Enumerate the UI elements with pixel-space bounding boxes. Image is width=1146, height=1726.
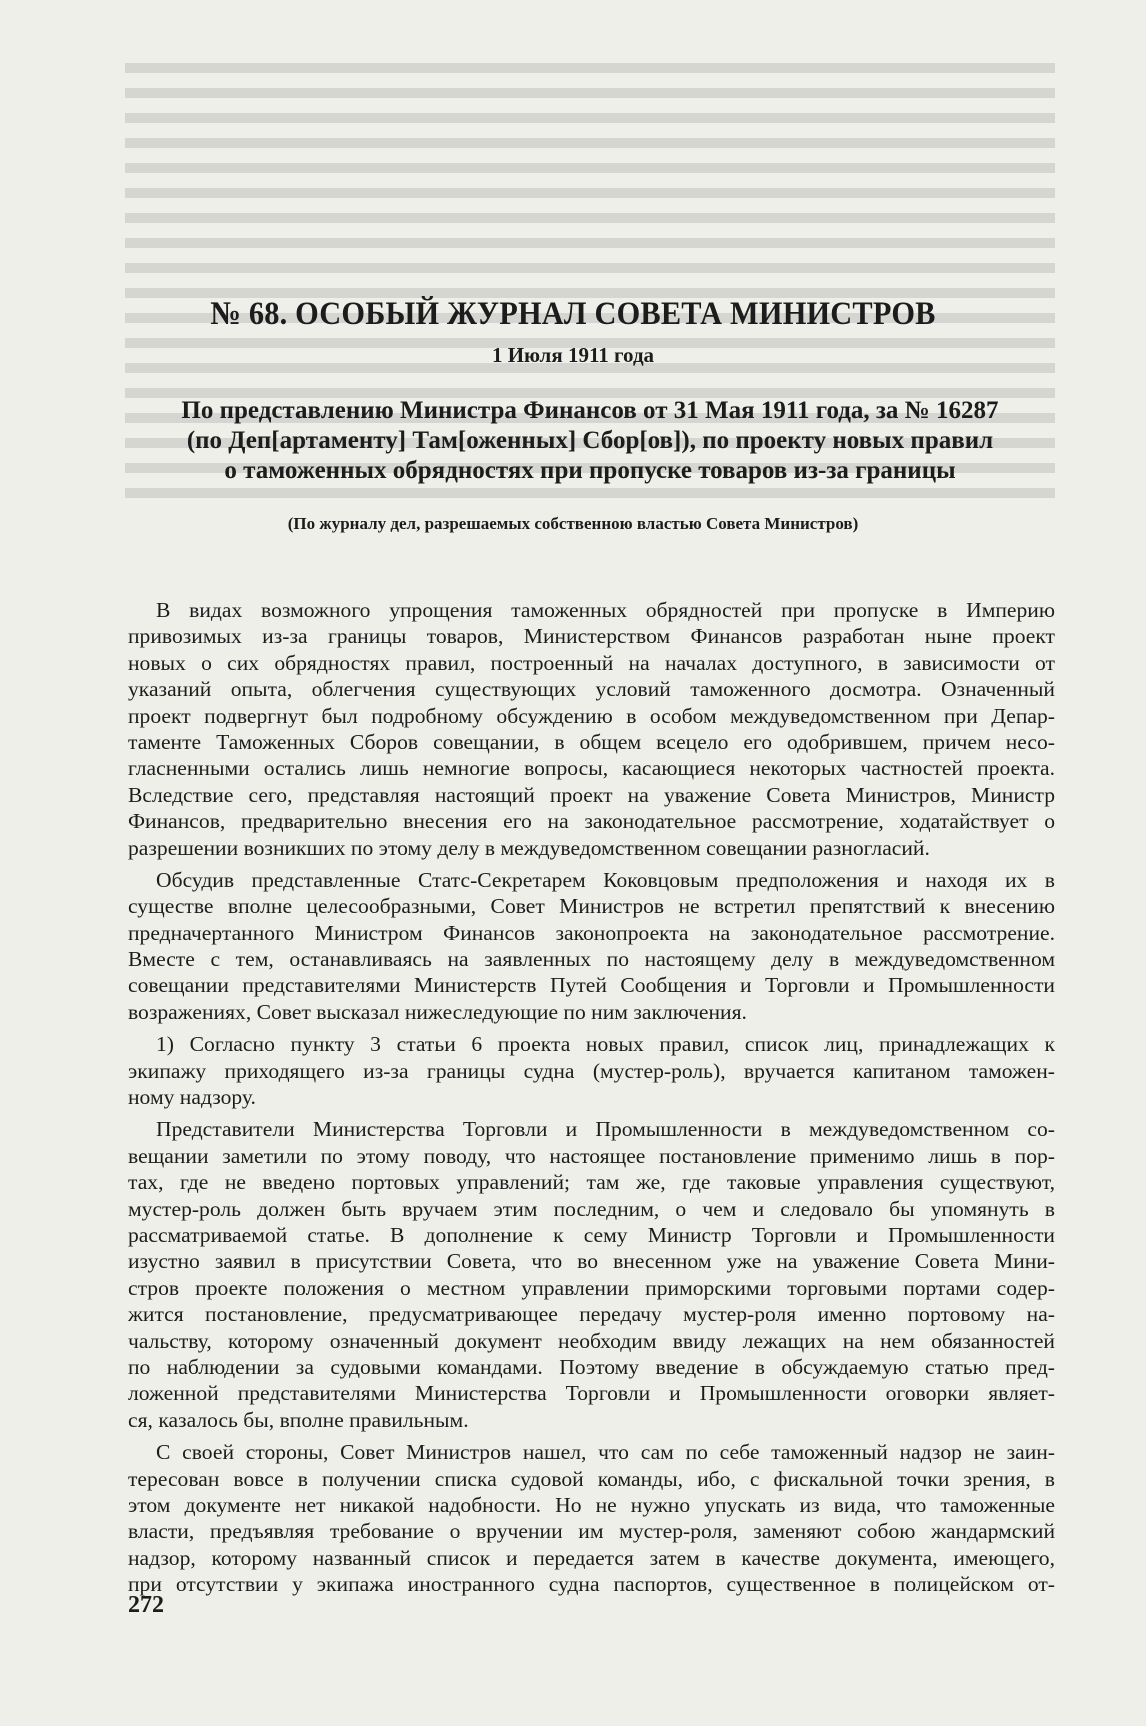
page-number: 272	[128, 1592, 164, 1618]
text-line: С своей стороны, Совет Министров нашел, что сам по себе таможенный надзор не заин-	[156, 1440, 1055, 1465]
text-line: привозимых из-за границы товаров, Министерством Финансов разработан ныне проект	[128, 624, 1055, 649]
paragraph	[128, 597, 1055, 861]
document-note: (По журналу дел, разрешаемых собственною властью Совета Министров)	[287, 514, 859, 533]
text-line: Вместе с тем, останавливаясь на заявленных по настоящему делу в междуведомственном	[128, 947, 1055, 972]
document-title: № 68. ОСОБЫЙ ЖУРНАЛ СОВЕТА МИНИСТРОВ	[210, 296, 936, 332]
paragraph	[128, 1116, 1055, 1433]
text-line: рассматриваемой статье. В дополнение к сему Министр Торговли и Промышленности	[128, 1222, 1055, 1247]
text-line: надзор, которому названный список и передается затем в качестве документа, имеющего,	[128, 1545, 1055, 1570]
document-subject	[150, 396, 1030, 486]
text-line: указаний опыта, облегчения существующих условий таможенного досмотра. Означенный	[128, 677, 1055, 702]
text-line: предначертанного Министром Финансов законопроекта на законодательное рассмотрение.	[128, 920, 1055, 945]
text-line: жится постановление, предусматривающее передачу мустер-роля именно портовому на-	[128, 1302, 1055, 1327]
subject-line: (по Деп[артаменту] Там[оженных] Сбор[ов]), по проекту новых правил	[186, 427, 994, 454]
text-line: Представители Министерства Торговли и Промышленности в междуведомственном со-	[156, 1117, 1055, 1142]
text-line: В видах возможного упрощения таможенных обрядностей при пропуске в Империю	[156, 598, 1055, 622]
text-line: экипажу приходящего из-за границы судна (мустер-роль), вручается капитаном таможен-	[128, 1058, 1055, 1083]
text-line: мустер-роль должен быть вручаем этим последним, о чем и следовало бы упомянуть в	[128, 1196, 1055, 1221]
subject-line: о таможенных обрядностях при пропуске товаров из-за границы	[224, 457, 956, 484]
text-line: разрешении возникших по этому делу в междуведомственном совещании разногласий.	[128, 835, 930, 860]
text-line: проект подвергнут был подробному обсуждению в особом междуведомственном при Депар-	[128, 703, 1055, 728]
text-line: этом документе нет никакой надобности. Но не нужно упускать из вида, что таможенные	[128, 1492, 1055, 1517]
paragraph	[128, 1031, 1055, 1110]
text-line: новых о сих обрядностях правил, построенный на началах доступного, в зависимости от	[128, 650, 1055, 675]
text-line: власти, предъявляя требование о вручении им мустер-роля, заменяют собою жандармский	[128, 1519, 1055, 1544]
text-line: существе вполне целесообразными, Совет Министров не встретил препятствий к внесению	[128, 894, 1055, 919]
text-line: Вследствие сего, представляя настоящий проект на уважение Совета Министров, Министр	[128, 782, 1055, 807]
subject-line: По представлению Министра Финансов от 31 Мая 1911 года, за № 16287	[181, 397, 999, 424]
text-line: вещании заметили по этому поводу, что настоящее постановление применимо лишь в пор-	[128, 1143, 1055, 1168]
text-line: тах, где не введено портовых управлений; там же, где таковые управления существуют,	[128, 1170, 1055, 1195]
text-line: изустно заявил в присутствии Совета, что во внесенном уже на уважение Совета Мини-	[128, 1249, 1055, 1274]
text-line: гласненными остались лишь немногие вопросы, касающиеся некоторых частностей проекта.	[128, 756, 1055, 781]
text-line: таменте Таможенных Сборов совещании, в общем всецело его одобрившем, причем несо-	[128, 729, 1055, 754]
text-line: совещании представителями Министерств Путей Сообщения и Торговли и Промышленности	[128, 973, 1055, 998]
paragraph	[128, 1439, 1055, 1597]
text-line: стров проекте положения о местном управлении приморскими торговыми портами содер-	[128, 1275, 1055, 1300]
text-line: ному надзору.	[128, 1085, 256, 1110]
document-body	[128, 597, 1055, 1597]
text-line: Обсудив представленные Статс-Секретарем Коковцовым предположения и находя их в	[156, 867, 1055, 892]
text-line: ся, казалось бы, вполне правильным.	[128, 1407, 469, 1432]
text-line: при отсутствии у экипажа иностранного судна паспортов, существенное в полицейском от-	[128, 1572, 1055, 1597]
text-line: чальству, которому означенный документ необходим ввиду лежащих на нем обязанностей	[128, 1328, 1055, 1353]
text-line: ложенной представителями Министерства Торговли и Промышленности оговорки являет-	[128, 1381, 1055, 1406]
document-date: 1 Июля 1911 года	[491, 343, 655, 367]
text-line: тересован вовсе в получении списка судовой команды, ибо, с фискальной точки зрения, в	[128, 1466, 1055, 1491]
text-line: по наблюдении за судовыми командами. Поэтому введение в обсуждаемую статью пред-	[128, 1354, 1055, 1379]
text-line: 1) Согласно пункту 3 статьи 6 проекта новых правил, список лиц, принадлежащих к	[156, 1032, 1055, 1057]
paragraph	[128, 867, 1055, 1025]
text-line: Финансов, предварительно внесения его на законодательное рассмотрение, ходатайствует о	[128, 809, 1055, 834]
text-line: возражениях, Совет высказал нижеследующие по ним заключения.	[128, 999, 747, 1024]
